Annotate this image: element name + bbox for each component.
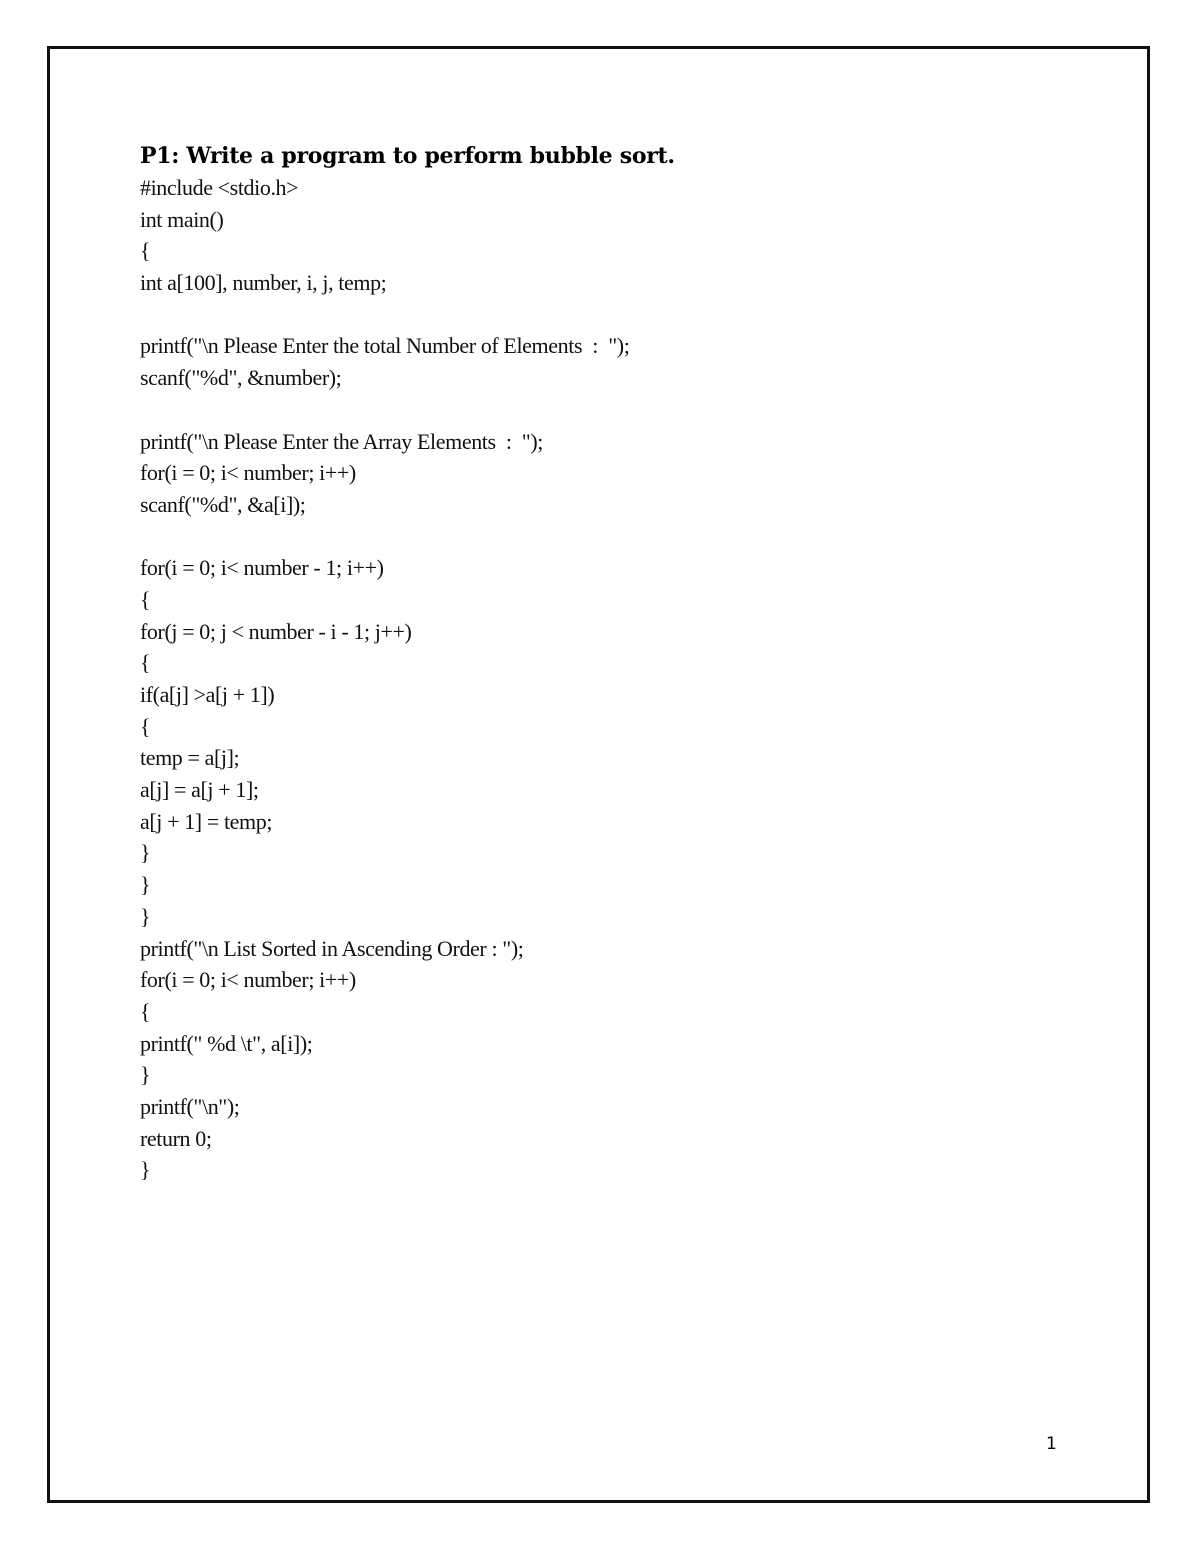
code-line: if(a[j] >a[j + 1]) (140, 682, 275, 707)
program-heading: P1: Write a program to perform bubble sort. (140, 143, 675, 169)
code-line: for(j = 0; j < number - i - 1; j++) (140, 618, 412, 644)
code-line: } (140, 872, 151, 898)
page-number: 1 (1046, 1434, 1057, 1454)
code-line: { (140, 998, 151, 1024)
code-line: a[j] = a[j + 1]; (140, 777, 259, 803)
code-line: int a[100], number, i, j, temp; (140, 270, 387, 296)
code-line: return 0; (140, 1125, 212, 1151)
code-line: printf("\n List Sorted in Ascending Order : "); (140, 935, 524, 961)
code-line: } (140, 1062, 151, 1088)
code-line: } (140, 840, 151, 866)
code-line: } (140, 1157, 151, 1183)
code-line: for(i = 0; i< number; i++) (140, 460, 356, 486)
code-line: { (140, 238, 151, 264)
code-line: scanf("%d", &a[i]); (140, 491, 306, 517)
code-line: #include <stdio.h> (140, 175, 299, 200)
code-line (140, 521, 1100, 553)
document-body (140, 140, 1100, 1186)
code-line: printf("\n Please Enter the total Number of Elements : "); (140, 333, 630, 359)
code-line: scanf("%d", &number); (140, 365, 342, 391)
code-line (140, 394, 1100, 426)
code-line: for(i = 0; i< number; i++) (140, 967, 356, 993)
code-listing (140, 172, 1100, 1186)
code-line: { (140, 650, 151, 676)
code-line: a[j + 1] = temp; (140, 808, 273, 834)
code-line: for(i = 0; i< number - 1; i++) (140, 555, 384, 581)
code-line: printf("\n Please Enter the Array Elements : "); (140, 428, 544, 454)
code-line: } (140, 903, 151, 929)
code-line: printf("\n"); (140, 1093, 240, 1119)
code-line: temp = a[j]; (140, 745, 240, 771)
code-line (140, 299, 1100, 331)
code-line: int main() (140, 206, 224, 232)
code-line: printf(" %d \t", a[i]); (140, 1030, 313, 1056)
code-line: { (140, 713, 151, 739)
code-line: { (140, 586, 151, 612)
